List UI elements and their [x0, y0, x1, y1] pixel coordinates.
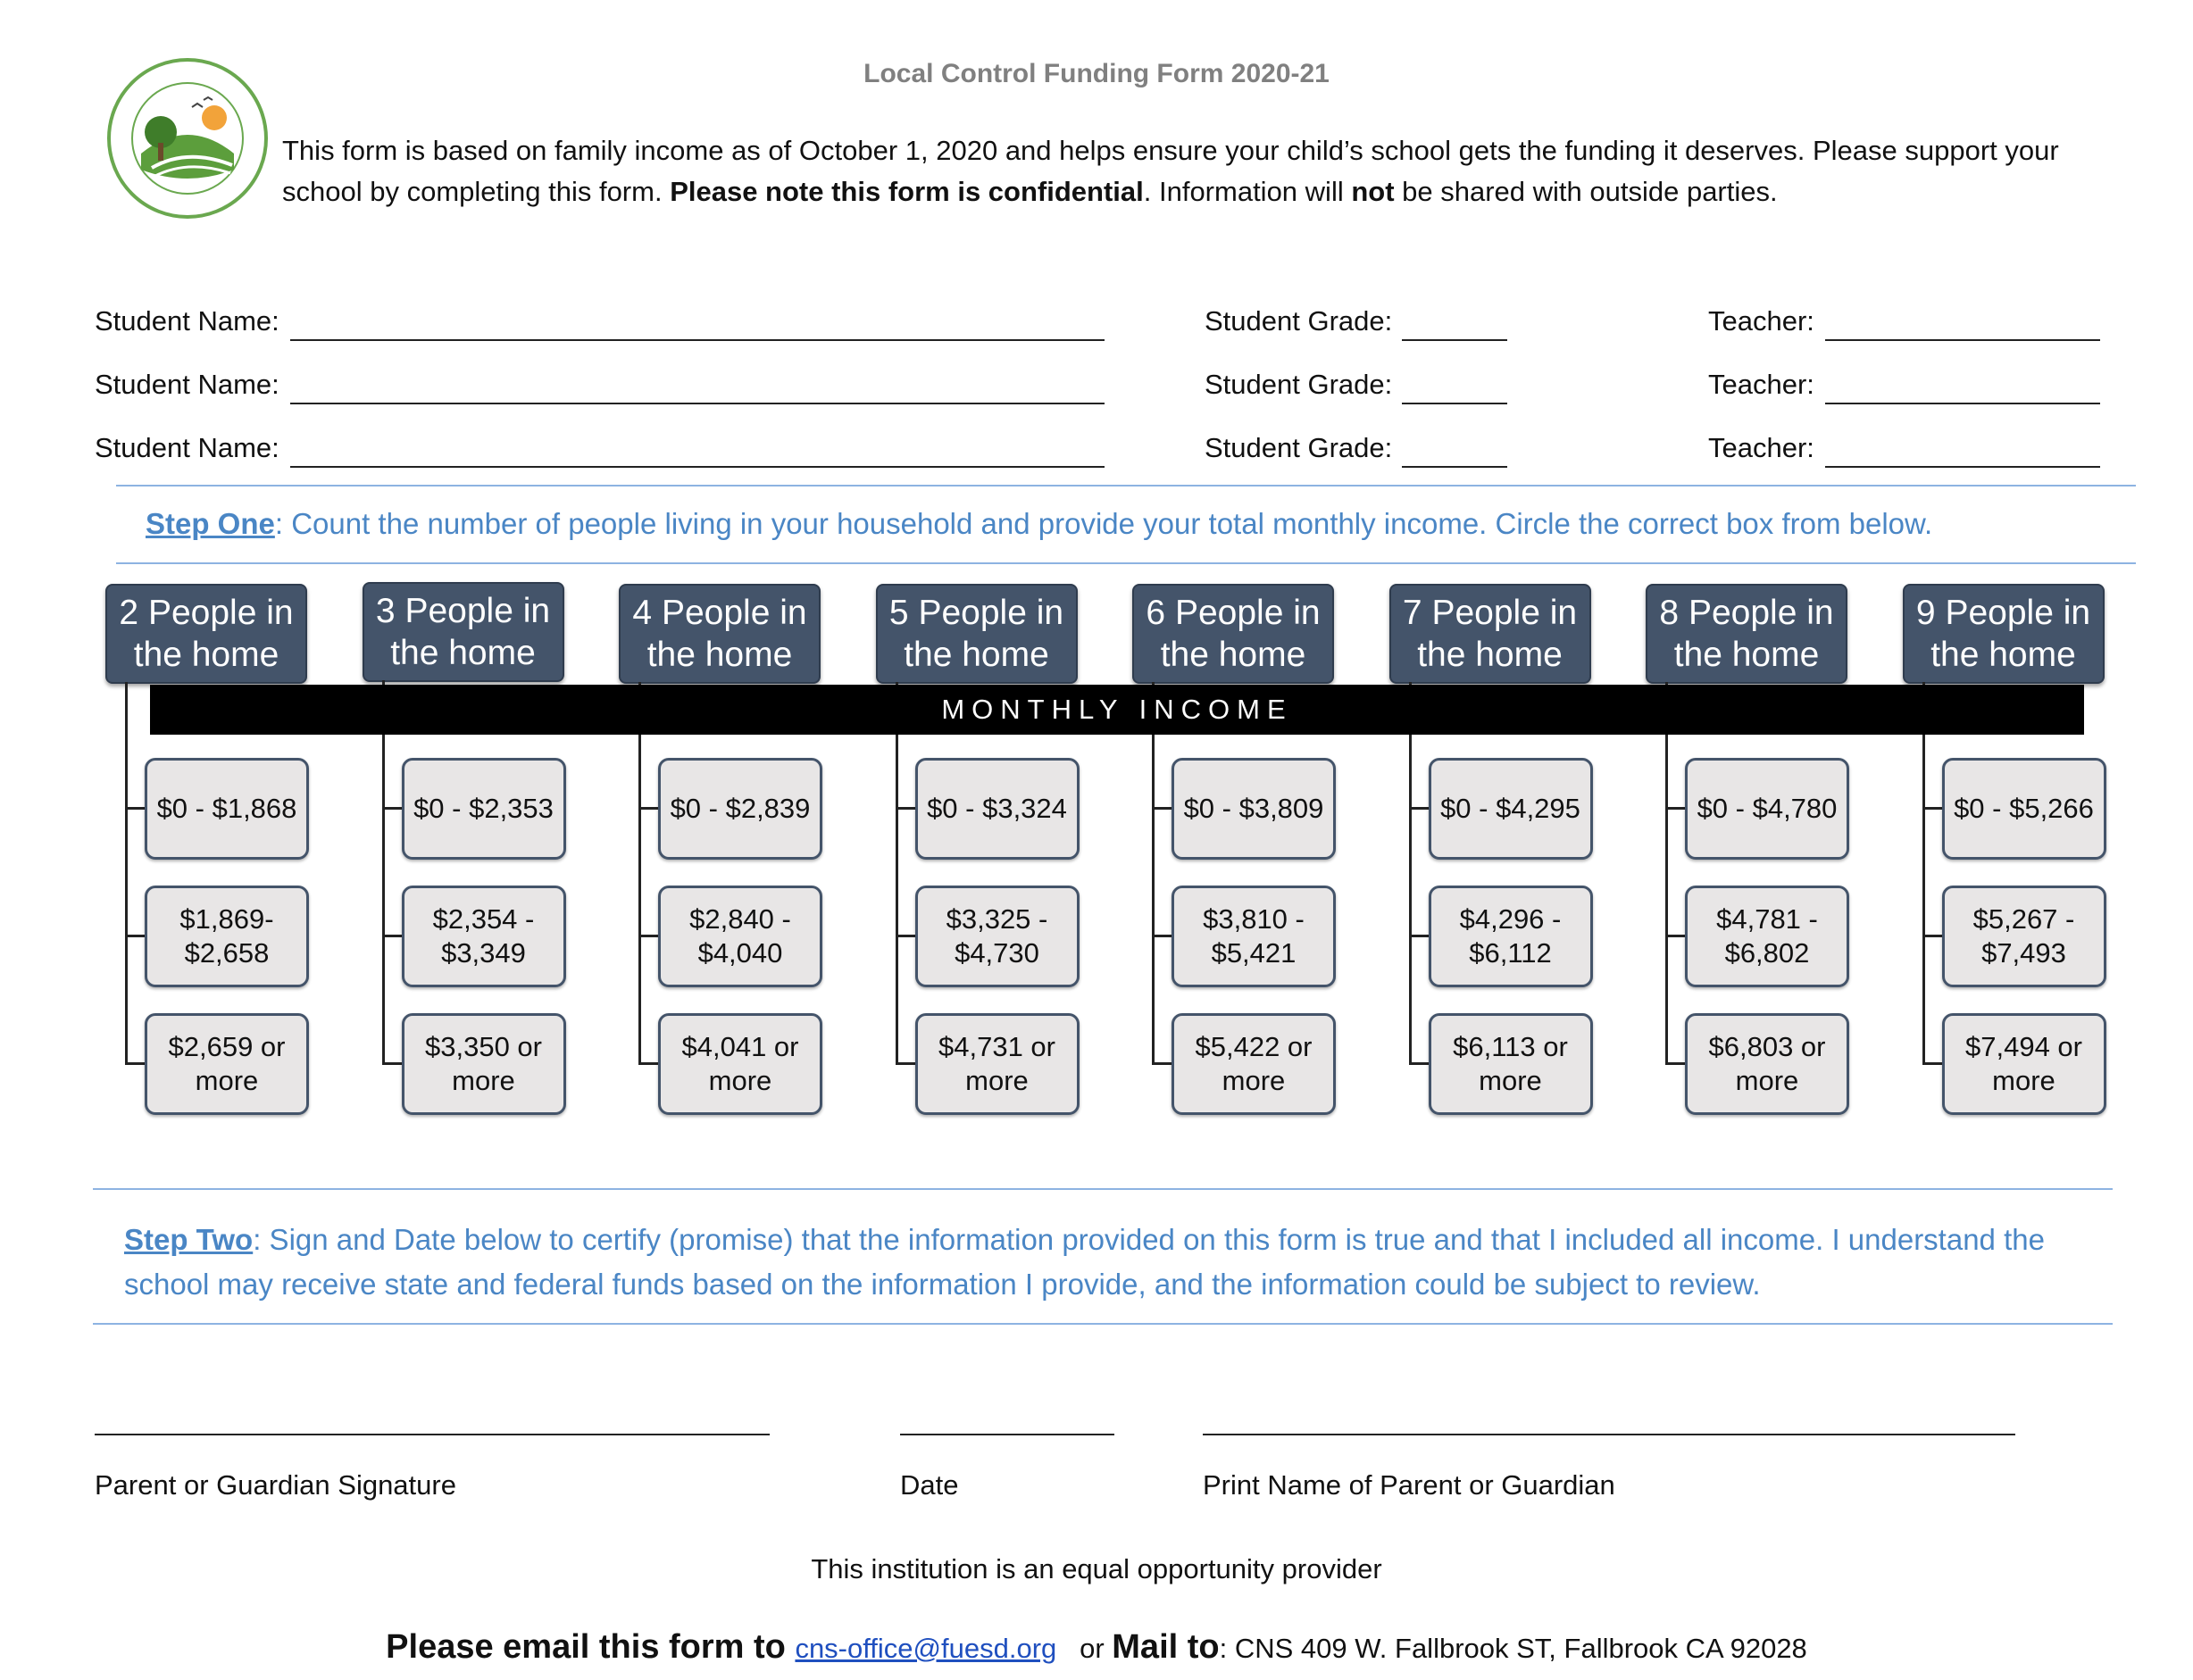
- connector-line: [1409, 935, 1429, 937]
- date-label: Date: [900, 1469, 959, 1501]
- income-range-box[interactable]: [1685, 886, 1849, 987]
- connector-line: [1409, 682, 1412, 1064]
- student-grade-label: Student Grade:: [1205, 305, 1393, 337]
- income-range-box[interactable]: [1429, 1013, 1593, 1115]
- student-name-field[interactable]: [290, 466, 1105, 468]
- student-row: [0, 369, 2193, 422]
- income-range-label: $6,803 or more: [1708, 1031, 1826, 1096]
- connector-line: [125, 807, 145, 810]
- income-range-label: $0 - $3,324: [927, 793, 1067, 824]
- income-range-label: $4,296 - $6,112: [1459, 903, 1562, 969]
- income-range-box[interactable]: [658, 886, 822, 987]
- parent-signature-label: Parent or Guardian Signature: [95, 1469, 456, 1501]
- step-one-label: Step One: [146, 507, 275, 540]
- income-range-box[interactable]: [658, 1013, 822, 1115]
- household-size-header: 4 People in the home: [619, 584, 821, 684]
- income-range-label: $4,041 or more: [681, 1031, 799, 1096]
- divider: [93, 1188, 2113, 1190]
- income-range-label: $0 - $1,868: [156, 793, 297, 824]
- income-range-box[interactable]: [1685, 1013, 1849, 1115]
- connector-line: [1152, 1062, 1172, 1065]
- connector-line: [382, 680, 385, 1064]
- income-range-box[interactable]: [1172, 758, 1336, 860]
- income-range-label: $5,267 - $7,493: [1972, 903, 2075, 969]
- email-link[interactable]: cns-office@fuesd.org: [795, 1633, 1057, 1664]
- connector-line: [1922, 682, 1925, 1064]
- connector-line: [1665, 935, 1685, 937]
- income-range-label: $2,659 or more: [168, 1031, 286, 1096]
- income-range-box[interactable]: [1685, 758, 1849, 860]
- teacher-field[interactable]: [1825, 339, 2100, 341]
- household-size-header: 2 People in the home: [105, 584, 307, 684]
- student-name-label: Student Name:: [95, 432, 279, 463]
- income-range-label: $0 - $3,809: [1183, 793, 1324, 824]
- connector-line: [638, 935, 658, 937]
- step-two-label: Step Two: [124, 1223, 254, 1256]
- student-grade-label: Student Grade:: [1205, 432, 1393, 463]
- connector-line: [1665, 682, 1668, 1064]
- monthly-income-bar: MONTHLY INCOME: [150, 685, 2084, 735]
- connector-line: [896, 935, 915, 937]
- connector-line: [1665, 1062, 1685, 1065]
- student-grade-field[interactable]: [1402, 403, 1507, 404]
- student-name-field[interactable]: [290, 403, 1105, 404]
- connector-line: [1152, 682, 1155, 1064]
- connector-line: [896, 807, 915, 810]
- print-name-field[interactable]: [1203, 1434, 2015, 1435]
- connector-line: [638, 807, 658, 810]
- income-range-label: $5,422 or more: [1195, 1031, 1313, 1096]
- divider: [93, 1323, 2113, 1325]
- equal-opportunity-statement: This institution is an equal opportunity provider: [811, 1553, 1382, 1584]
- income-range-box[interactable]: [1172, 886, 1336, 987]
- household-size-header: 6 People in the home: [1132, 584, 1334, 684]
- student-name-label: Student Name:: [95, 369, 279, 400]
- connector-line: [382, 935, 402, 937]
- connector-line: [638, 1062, 658, 1065]
- income-range-label: $3,350 or more: [425, 1031, 542, 1096]
- household-size-header: 8 People in the home: [1646, 584, 1847, 684]
- income-range-label: $4,781 - $6,802: [1716, 903, 1818, 969]
- connector-line: [896, 682, 898, 1064]
- connector-line: [125, 1062, 145, 1065]
- income-range-label: $7,494 or more: [1965, 1031, 2082, 1096]
- household-size-header: 7 People in the home: [1389, 584, 1591, 684]
- income-range-label: $2,354 - $3,349: [432, 903, 535, 969]
- form-title: Local Control Funding Form 2020-21: [863, 59, 1330, 88]
- student-grade-field[interactable]: [1402, 466, 1507, 468]
- income-range-label: $3,325 - $4,730: [946, 903, 1048, 969]
- income-range-label: $0 - $5,266: [1954, 793, 2094, 824]
- teacher-field[interactable]: [1825, 466, 2100, 468]
- parent-signature-field[interactable]: [95, 1434, 770, 1435]
- income-range-box[interactable]: [1942, 886, 2106, 987]
- income-range-box[interactable]: [145, 886, 309, 987]
- date-field[interactable]: [900, 1434, 1114, 1435]
- income-range-box[interactable]: [658, 758, 822, 860]
- connector-line: [382, 1062, 402, 1065]
- income-range-box[interactable]: [1942, 1013, 2106, 1115]
- income-range-box[interactable]: [1429, 758, 1593, 860]
- income-range-box[interactable]: [145, 758, 309, 860]
- income-range-label: $0 - $2,839: [670, 793, 811, 824]
- teacher-label: Teacher:: [1708, 432, 1814, 463]
- household-size-header: 3 People in the home: [363, 582, 564, 682]
- connector-line: [1409, 807, 1429, 810]
- student-grade-label: Student Grade:: [1205, 369, 1393, 400]
- divider: [116, 485, 2136, 487]
- connector-line: [1922, 1062, 1942, 1065]
- student-row: [0, 305, 2193, 359]
- income-range-label: $0 - $2,353: [413, 793, 554, 824]
- teacher-field[interactable]: [1825, 403, 2100, 404]
- income-range-box[interactable]: [915, 886, 1080, 987]
- household-size-header: 5 People in the home: [876, 584, 1078, 684]
- connector-line: [1665, 807, 1685, 810]
- intro-paragraph: This form is based on family income as of October 1, 2020 and helps ensure your child’s school gets the funding it deserves. Please support your school by completing this form. Please note this form is confidential. Information will not be shared with outside parties.: [282, 135, 2059, 207]
- income-range-box[interactable]: [915, 1013, 1080, 1115]
- teacher-label: Teacher:: [1708, 369, 1814, 400]
- connector-line: [1152, 807, 1172, 810]
- connector-line: [638, 682, 641, 1064]
- print-name-label: Print Name of Parent or Guardian: [1203, 1469, 1615, 1501]
- household-size-header: 9 People in the home: [1903, 584, 2105, 684]
- connector-line: [125, 935, 145, 937]
- connector-line: [1152, 935, 1172, 937]
- student-name-field[interactable]: [290, 339, 1105, 341]
- income-range-box[interactable]: [915, 758, 1080, 860]
- income-range-box[interactable]: [402, 1013, 566, 1115]
- income-range-box[interactable]: [1172, 1013, 1336, 1115]
- connector-line: [382, 807, 402, 810]
- connector-line: [1409, 1062, 1429, 1065]
- connector-line: [1922, 807, 1942, 810]
- student-grade-field[interactable]: [1402, 339, 1507, 341]
- income-range-label: $1,869- $2,658: [179, 903, 274, 969]
- divider: [116, 562, 2136, 564]
- income-range-label: $0 - $4,295: [1440, 793, 1580, 824]
- connector-line: [1922, 935, 1942, 937]
- income-range-label: $6,113 or more: [1453, 1031, 1568, 1096]
- income-range-label: $3,810 - $5,421: [1203, 903, 1305, 969]
- step-one-instructions: Step One: Count the number of people living in your household and provide your total monthly income. Circle the correct box from below.: [146, 507, 1933, 540]
- income-range-label: $0 - $4,780: [1697, 793, 1838, 824]
- income-range-box[interactable]: [145, 1013, 309, 1115]
- income-range-box[interactable]: [1942, 758, 2106, 860]
- income-range-box[interactable]: [1429, 886, 1593, 987]
- student-row: [0, 432, 2193, 486]
- student-name-label: Student Name:: [95, 305, 279, 337]
- footer-contact: Please email this form to cns-office@fuesd.org or Mail to: CNS 409 W. Fallbrook ST, Fallbrook CA 92028: [386, 1628, 1807, 1666]
- connector-line: [896, 1062, 915, 1065]
- income-range-box[interactable]: [402, 886, 566, 987]
- teacher-label: Teacher:: [1708, 305, 1814, 337]
- district-logo: [98, 54, 277, 223]
- step-two-instructions: Step Two: Sign and Date below to certify (promise) that the information provided on this form is true and that I included all income. I understand the school may receive state and federal funds based on the information I provide, and the information could be subject to review.: [124, 1223, 2045, 1301]
- income-range-box[interactable]: [402, 758, 566, 860]
- connector-line: [125, 682, 128, 1064]
- income-range-label: $2,840 - $4,040: [689, 903, 791, 969]
- income-range-label: $4,731 or more: [938, 1031, 1055, 1096]
